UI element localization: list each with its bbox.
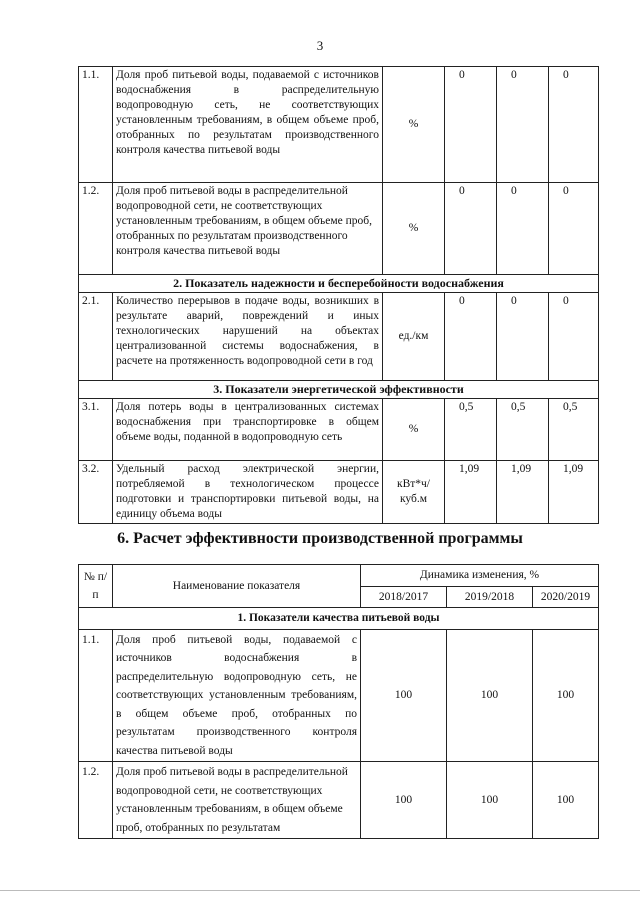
indicator-name: Доля проб питьевой воды в распределительной водопроводной сети, не соответствующих установленным требованиям, в общем объеме проб, отобранных по результатам производственного контроля качества питьевой воды xyxy=(113,183,383,275)
table-row xyxy=(79,629,599,762)
row-number: 1.1. xyxy=(79,67,113,183)
row-number: 1.1. xyxy=(79,629,113,762)
value-cell: 100 xyxy=(361,629,447,762)
unit-cell: ед./км xyxy=(383,293,445,381)
value-cell: 1,09 xyxy=(445,461,497,524)
indicators-table xyxy=(78,66,599,524)
value-cell: 0 xyxy=(497,183,549,275)
value-cell: 100 xyxy=(533,629,599,762)
indicator-name: Доля проб питьевой воды, подаваемой с источников водоснабжения в распределительную водопроводную сеть, не соответствующих установленным требованиям, в общем объеме проб, отобранных по результатам производственного контроля качества питьевой воды xyxy=(113,629,361,762)
row-number: 2.1. xyxy=(79,293,113,381)
indicator-name: Доля проб питьевой воды, подаваемой с источников водоснабжения в распределительную водопроводную сеть, не соответствующих установленным требованиям, в общем объеме проб, отобранных по результатам производственного контроля качества питьевой воды xyxy=(113,67,383,183)
indicator-name: Удельный расход электрической энергии, потребляемой в технологическом процессе подготовки и транспортировки питьевой воды, на единицу объема воды xyxy=(113,461,383,524)
indicator-name: Доля проб питьевой воды в распределительной водопроводной сети, не соответствующих установленным требованиям, в общем объеме проб, отобранных по результатам xyxy=(113,762,361,839)
value-cell: 0 xyxy=(445,67,497,183)
year-header: 2018/2017 xyxy=(361,586,447,608)
value-cell: 100 xyxy=(447,762,533,839)
unit-cell: % xyxy=(383,399,445,461)
row-number: 1.2. xyxy=(79,183,113,275)
unit-cell: кВт*ч/ куб.м xyxy=(383,461,445,524)
unit-cell: % xyxy=(383,183,445,275)
table-row xyxy=(79,461,599,524)
value-cell: 0 xyxy=(445,183,497,275)
value-cell: 0,5 xyxy=(445,399,497,461)
value-cell: 100 xyxy=(447,629,533,762)
table-row xyxy=(79,67,599,183)
section-row xyxy=(79,608,599,630)
unit-cell: % xyxy=(383,67,445,183)
section-title: 1. Показатели качества питьевой воды xyxy=(79,608,599,630)
row-number: 3.2. xyxy=(79,461,113,524)
value-cell: 0 xyxy=(497,67,549,183)
row-number: 3.1. xyxy=(79,399,113,461)
section-row xyxy=(79,381,599,399)
section-title: 3. Показатели энергетической эффективности xyxy=(79,381,599,399)
header-row xyxy=(79,565,599,587)
value-cell: 0,5 xyxy=(497,399,549,461)
section-title: 2. Показатель надежности и бесперебойности водоснабжения xyxy=(79,275,599,293)
section-row xyxy=(79,275,599,293)
page-number: 3 xyxy=(316,38,324,53)
value-cell: 0 xyxy=(549,183,599,275)
table-row xyxy=(79,183,599,275)
value-cell: 0 xyxy=(445,293,497,381)
value-cell: 0 xyxy=(549,293,599,381)
table-row xyxy=(79,293,599,381)
value-cell: 0 xyxy=(497,293,549,381)
col-number-header: № п/п xyxy=(79,565,113,608)
section-heading: 6. Расчет эффективности производственной программы xyxy=(117,530,523,547)
value-cell: 1,09 xyxy=(497,461,549,524)
col-dynamics-header: Динамика изменения, % xyxy=(361,565,599,587)
indicator-name: Доля потерь воды в централизованных системах водоснабжения при транспортировке в общем объеме воды, поданной в водопроводную сеть xyxy=(113,399,383,461)
indicator-name: Количество перерывов в подаче воды, возникших в результате аварий, повреждений и иных технологических нарушений на объектах централизованной системы водоснабжения, в расчете на протяженность водопроводной сети в год xyxy=(113,293,383,381)
efficiency-table xyxy=(78,564,599,839)
value-cell: 0 xyxy=(549,67,599,183)
col-name-header: Наименование показателя xyxy=(113,565,361,608)
year-header: 2019/2018 xyxy=(447,586,533,608)
table-row xyxy=(79,762,599,839)
table-row xyxy=(79,399,599,461)
year-header: 2020/2019 xyxy=(533,586,599,608)
value-cell: 0,5 xyxy=(549,399,599,461)
row-number: 1.2. xyxy=(79,762,113,839)
value-cell: 1,09 xyxy=(549,461,599,524)
page-edge-line xyxy=(0,890,640,891)
value-cell: 100 xyxy=(361,762,447,839)
value-cell: 100 xyxy=(533,762,599,839)
